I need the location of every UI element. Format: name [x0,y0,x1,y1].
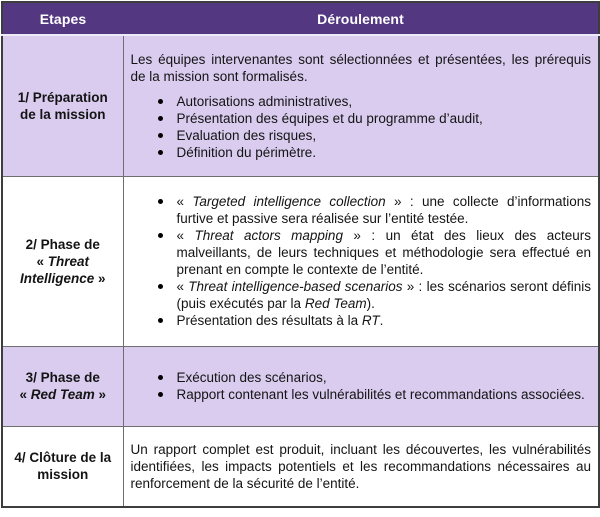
list-item: Définition du périmètre. [131,144,592,161]
bullet-icon [158,284,163,289]
stage-label: 1/ Préparation de la mission [17,89,108,122]
detail-cell-threat-intelligence [123,176,599,346]
stage-label: 2/ Phase de [25,236,100,252]
bullet-icon [158,99,163,104]
bullet-icon [158,318,163,323]
bullet-icon [158,392,163,397]
stage-cell-threat-intelligence: 2/ Phase de « Threat Intelligence » [2,176,123,346]
intro-paragraph: Les équipes intervenantes sont sélectionnées et présentées, les prérequis de la mission sont formalisés. [130,51,591,84]
italic-term: Red Team [30,387,95,402]
bullet-list [131,369,592,403]
stage-cell-preparation [2,35,123,176]
header-row [2,2,599,35]
detail-cell-cloture [123,426,599,507]
bullet-icon [158,233,163,238]
list-item: « Threat intelligence-based scenarios » : les scénarios seront définis (puis exécutés par la Red Team). [131,278,592,312]
italic-term: Threat Intelligence [19,253,95,286]
bullet-icon [158,375,163,380]
column-header-deroulement: Déroulement [123,2,599,35]
stage-cell-cloture [2,426,123,507]
stage-label: 3/ Phase de [25,370,100,385]
italic-term: Threat actors mapping [194,228,343,243]
detail-cell-red-team [123,346,599,426]
list-item: « Targeted intelligence collection » : une collecte d’informations furtive et passive sera réalisée sur l’entité testée. [131,193,592,227]
list-item: Exécution des scénarios, [131,369,592,386]
bullet-list [131,93,592,161]
row-cloture [2,426,599,507]
list-item: Autorisations administratives, [131,93,592,110]
italic-term: Targeted intelligence collection [192,194,386,209]
bullet-icon [158,116,163,121]
list-item: Rapport contenant les vulnérabilités et recommandations associées. [131,386,592,403]
bullet-icon [158,133,163,138]
row-red-team [2,346,599,426]
intro-paragraph: Un rapport complet est produit, incluant les découvertes, les vulnérabilités identifiées, les impacts potentiels et les recommandations nécessaires au renforcement de la sécurité de l’entité. [130,441,591,491]
etapes-deroulement-table [1,1,600,508]
bullet-icon [158,150,163,155]
stage-cell-red-team: 3/ Phase de « Red Team » [2,346,123,426]
row-threat-intelligence [2,176,599,346]
list-item: Présentation des résultats à la RT. [131,312,592,329]
column-header-etapes: Etapes [2,2,123,35]
detail-cell-preparation [123,35,599,176]
stage-label: 4/ Clôture de la mission [14,450,112,483]
list-item: « Threat actors mapping » : un état des lieux des acteurs malveillants, de leurs techniques et méthodologie sera effectué en prenant en compte le contexte de l’entité. [131,227,592,278]
bullet-list [131,193,592,329]
italic-term: Red Team [304,296,367,311]
list-item: Evaluation des risques, [131,127,592,144]
bullet-icon [158,199,163,204]
list-item: Présentation des équipes et du programme d’audit, [131,110,592,127]
italic-term: RT [361,313,380,328]
italic-term: Threat intelligence-based scenarios [188,279,403,294]
row-preparation [2,35,599,176]
